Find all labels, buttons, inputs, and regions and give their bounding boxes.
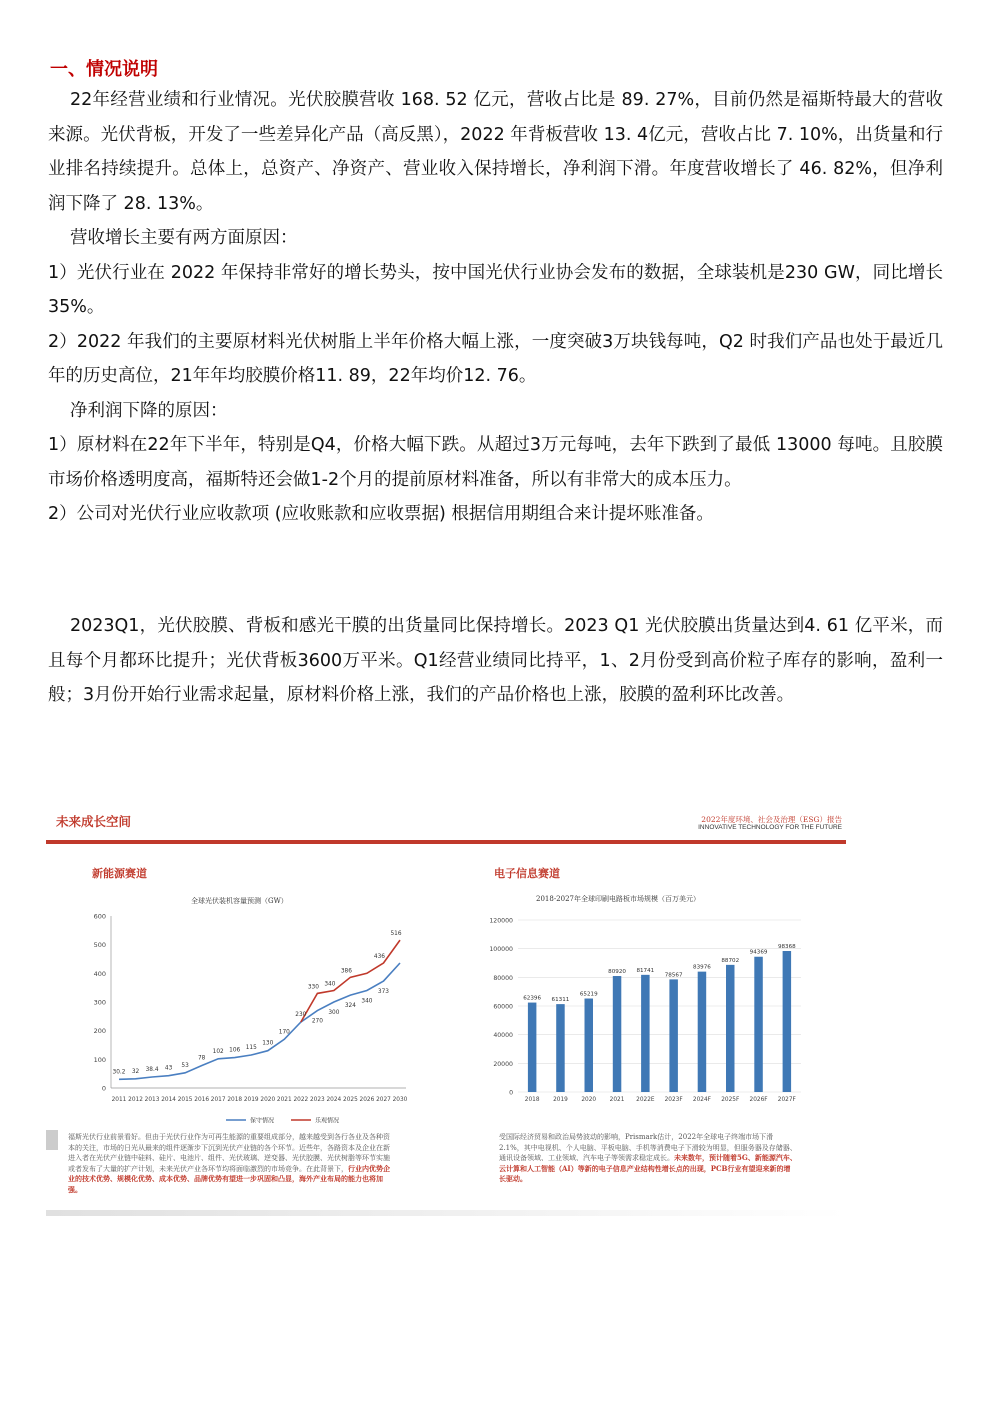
x-tick-label: 2027 [376,1097,391,1103]
x-tick-label: 2024F [692,1097,711,1102]
data-label: 340 [361,998,373,1005]
data-label: 32 [131,1068,140,1075]
y-tick-label: 200 [93,1027,106,1036]
bar [641,975,649,1092]
x-tick-label: 2013 [144,1097,160,1103]
data-label: 88702 [721,957,740,964]
bar [726,965,734,1092]
new-energy-section-label: 新能源赛道 [92,867,147,880]
legend-label-optimistic: 乐观情况 [315,1117,340,1125]
paragraph-profit-reason-1: 1）原材料在22年下半年，特别是Q4，价格大幅下跌。从超过3万元每吨，去年下跌到了最低 13000 每吨。且胶膜市场价格透明度高，福斯特还会做1-2个月的提前原材料准备，所以有非常大的成本压力。 [48,435,943,490]
left-caption [68,1132,390,1195]
bar [783,951,791,1092]
pv-capacity-line-chart [66,902,411,1127]
paragraph-revenue-reasons-heading: 营收增长主要有两方面原因： [70,228,298,248]
section-heading: 一、情况说明 [50,59,158,80]
bar [698,972,706,1092]
data-label: 94369 [749,949,768,956]
left-caption-plain: 福斯光伏行业前景看好。但由于光伏行业作为可再生能源的重要组成部分，越来越受到各行各业及各种资本的关注，市场的日光从最来的组件逐渐步下沉到光伏产业链的各个环节。近些年，各路资本及企业在新进入者在光伏产业链中硅料、硅片、电池片、组件、光伏玻璃、逆变器、光伏胶膜、光伏树脂等环节实施或者发布了大量的扩产计划，未来光伏产业各环节均将面临激烈的市场竞争。在此背景下， [68,1133,390,1173]
left-caption-highlight: 行业内优势企业的技术优势、规模化优势、成本优势、品牌优势有望进一步巩固和凸显，海外产业布局的能力也将加强。 [68,1163,390,1194]
y-tick-label: 100 [93,1055,106,1064]
data-label: 78 [197,1055,206,1062]
report-image [46,802,846,1216]
data-label: 340 [324,981,336,988]
x-tick-label: 2025 [343,1097,358,1103]
x-tick-label: 2019 [553,1097,568,1102]
x-tick-label: 2014 [161,1097,176,1103]
data-label: 43 [164,1065,173,1072]
x-tick-label: 2021 [609,1097,625,1102]
bar [585,999,593,1092]
pcb-market-bar-chart [456,902,806,1102]
y-tick-label: 20000 [493,1060,513,1068]
x-tick-label: 2023 [309,1097,325,1103]
series-line-conservative [119,963,400,1079]
data-label: 300 [328,1010,340,1016]
y-tick-label: 100000 [489,946,513,954]
y-tick-label: 120000 [489,917,513,925]
data-label: 98368 [777,944,796,951]
right-caption-highlight: 未来数年，预计随着5G、新能源汽车、云计算和人工智能（AI）等新的电子信息产业结构性增长点的出现，PCB行业有望迎来新的增长驱动。 [499,1153,797,1183]
x-tick-label: 2011 [111,1097,127,1103]
data-label: 170 [278,1029,290,1036]
series-line-optimistic [301,940,400,1022]
x-tick-label: 2022 [293,1097,309,1103]
x-tick-label: 2017 [210,1097,226,1103]
data-label: 373 [377,989,390,996]
y-tick-label: 500 [93,941,106,950]
legend-label-conservative: 保守情况 [250,1117,275,1125]
data-label: 106 [229,1047,241,1054]
report-divider [46,840,846,844]
data-label: 270 [311,1018,323,1025]
right-caption-plain: 受国际经济贸易和政治局势波动的影响，Prismark估计，2022年全球电子终端市场下滑2.1%，其中电视机、个人电脑、平板电脑、手机等消费电子下滑较为明显，但服务器及存储器、通讯设备领域、工业领域、汽车电子等领需求稳定成长。 [499,1133,797,1162]
data-label: 78567 [664,972,683,979]
y-tick-label: 400 [93,969,106,978]
paragraph-overview: 22年经营业绩和行业情况。光伏胶膜营收 168. 52 亿元，营收占比是 89. 27%，目前仍然是福斯特最大的营收来源。光伏背板，开发了一些差异化产品（高反黑），2022 年背板营收 13. 4亿元，营收占比 7. 10%，出货量和行业排名持续提升。总体上，总资产、净资产、营业收入保持增长，净利润下滑。年度营收增长了 46. 82%，但净利润下降了 28. 13%。 [48,90,943,214]
data-label: 81741 [636,967,655,974]
data-label: 30.2 [112,1069,126,1076]
data-label: 61311 [551,997,570,1004]
bar [528,1003,536,1092]
report-title: 未来成长空间 [56,814,132,829]
x-tick-label: 2025F [721,1097,740,1102]
x-tick-label: 2018 [524,1097,540,1102]
y-tick-label: 60000 [493,1003,513,1011]
x-tick-label: 2016 [194,1097,210,1103]
bar [613,976,621,1092]
electronics-section-label: 电子信息赛道 [494,867,560,880]
x-tick-label: 2020 [260,1097,276,1103]
data-label: 324 [344,1003,356,1010]
data-label: 230 [295,1012,307,1019]
report-header-tagline: INNOVATIVE TECHNOLOGY FOR THE FUTURE [698,824,842,831]
data-label: 83976 [693,964,711,971]
y-tick-label: 600 [93,912,106,921]
right-caption [499,1132,797,1185]
x-tick-label: 2019 [243,1097,259,1103]
x-tick-label: 2022E [636,1097,655,1102]
data-label: 115 [245,1045,257,1052]
x-tick-label: 2026 [359,1097,375,1103]
x-tick-label: 2023F [664,1097,683,1102]
x-tick-label: 2024 [326,1097,342,1103]
x-tick-label: 2015 [177,1097,193,1103]
bar [754,957,762,1092]
data-label: 436 [373,954,386,961]
y-tick-label: 40000 [493,1032,513,1040]
paragraph-reason-1: 1）光伏行业在 2022 年保持非常好的增长势头，按中国光伏行业协会发布的数据，全球装机是230 GW，同比增长35%。 [48,262,943,317]
data-label: 130 [262,1040,274,1047]
x-tick-label: 2030 [392,1097,408,1103]
x-tick-label: 2018 [227,1097,243,1103]
bar [669,979,677,1092]
body-text [48,83,943,532]
data-label: 80920 [608,969,626,976]
data-label: 53 [181,1062,189,1069]
x-tick-label: 2027F [777,1097,796,1102]
caption-marker [46,1130,58,1150]
data-label: 62396 [523,995,542,1002]
data-label: 102 [212,1048,224,1055]
data-label: 38.4 [145,1066,159,1073]
x-tick-label: 2012 [128,1097,143,1103]
data-label: 516 [390,931,402,938]
x-tick-label: 2026F [749,1097,768,1102]
report-bottom-bar [46,1210,846,1216]
paragraph-profit-reasons-heading: 净利润下降的原因： [70,400,228,421]
y-tick-label: 80000 [493,974,513,982]
data-label: 330 [307,984,319,991]
bar-chart-title: 2018-2027年全球印刷电路板市场规模（百万美元） [536,895,700,903]
bar [556,1004,564,1092]
report-header-title: 2022年度环境、社会及治理（ESG）报告 [701,815,842,824]
y-tick-label: 300 [93,998,106,1007]
x-tick-label: 2020 [581,1097,597,1102]
y-tick-label: 0 [509,1089,513,1097]
body-text-q1 [48,609,943,713]
paragraph-reason-2: 2）2022 年我们的主要原材料光伏树脂上半年价格大幅上涨，一度突破3万块钱每吨，Q2 时我们产品也处于最近几年的历史高位，21年年均胶膜价格11. 89，22年均价12. 76。 [48,331,943,386]
x-tick-label: 2021 [276,1097,292,1103]
paragraph-profit-reason-2: 2）公司对光伏行业应收款项 (应收账款和应收票据) 根据信用期组合来计提坏账准备。 [48,504,714,524]
line-chart-title: 全球光伏装机容量预测（GW） [191,897,288,905]
data-label: 65219 [579,991,598,998]
data-label: 386 [340,968,352,975]
y-tick-label: 0 [101,1084,106,1093]
paragraph-2023q1: 2023Q1，光伏胶膜、背板和感光干膜的出货量同比保持增长。2023 Q1 光伏胶膜出货量达到4. 61 亿平米，而且每个月都环比提升；光伏背板3600万平米。Q1经营业绩同比持平，1、2月份受到高价粒子库存的影响，盈利一般；3月份开始行业需求起量，原材料价格上涨，我们的产品价格也上涨，胶膜的盈利环比改善。 [48,616,943,705]
